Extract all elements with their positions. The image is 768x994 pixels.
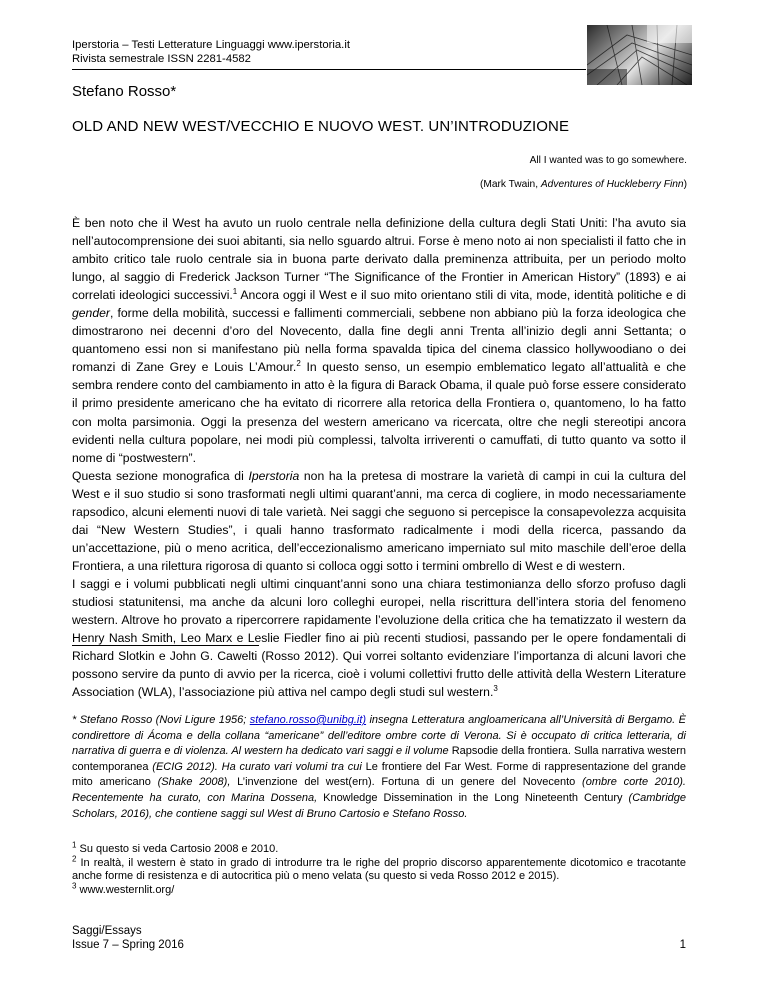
westernlit-link[interactable]: www.westernlit.org/ — [79, 883, 175, 896]
journal-name: Iperstoria – Testi Letterature Linguaggi www.iperstoria.it — [72, 39, 350, 51]
footnotes — [72, 840, 686, 897]
paragraph-2: Questa sezione monografica di Iperstoria non ha la pretesa di mostrare la varietà di campi in cui la cultura del West e il suo studio si sono trasformati negli ultimi quarant’anni, ma cerca di cogliere, in modo necessariamente rapsodico, alcuni elementi nuovi di tale varietà. Nei saggi che seguono si percepisce la consapevolezza acquisita dai “New Western Studies”, i quali hanno trasformato radicalmente i modi della ricerca, passando da un’accettazione, più o meno acritica, dell’eccezionalismo americano imperniato sul mito maschile dell’eroe della Frontiera, a una rilettura rigorosa di quanto si colloca oggi sotto i termini ombrello di West e di western. — [72, 468, 686, 573]
footnote-3: $^3$ www.westernlit.org/ — [72, 881, 175, 896]
epigraph-work: Adventures of Huckleberry Finn — [540, 179, 684, 190]
author-note: * Stefano Rosso (Novi Ligure 1956; stefano.rosso@unibg.it) insegna Letteratura angloamericana all’Università di Bergamo. È condirettore di Ácoma e della collana “americane” dell’editore ombre corte di Verona. Si è occupato di critica letteraria, di narrativa di guerra e di violenza. Al western ha dedicato vari saggi e il volume Rapsodie della frontiera. Sulla narrativa western contemporanea (ECIG 2012). Ha curato vari volumi tra cui Le frontiere del Far West. Forme di rappresentazione del grande mito americano (Shake 2008), L’invenzione del west(ern). Fortuna di un genere del Novecento (ombre corte 2010). Recentemente ha curato, con Marina Dossena, Knowledge Dissemination in the Long Nineteenth Century (Cambridge Scholars, 2016), che contiene saggi sul West di Bruno Cartosio e Stefano Rosso. — [72, 714, 686, 820]
article-body — [72, 214, 686, 701]
article-title: OLD AND NEW WEST/VECCHIO E NUOVO WEST. UN’INTRODUZIONE — [72, 118, 570, 135]
epigraph-quote: All I wanted was to go somewhere. — [529, 155, 687, 166]
footnote-ref-2[interactable]: 2 — [296, 359, 301, 369]
article-author: Stefano Rosso* — [72, 83, 177, 100]
footnote-rule — [72, 645, 259, 646]
header-logo-image — [587, 25, 692, 85]
page-number: 1 — [679, 939, 686, 951]
footnote-ref-3[interactable]: 3 — [493, 684, 498, 694]
header-rule — [72, 69, 586, 70]
running-footer — [72, 924, 686, 952]
paragraph-3: I saggi e i volumi pubblicati negli ultimi cinquant’anni sono una chiara testimonianza dello sforzo profuso dagli studiosi statunitensi, ma anche da alcuni loro colleghi europei, nella riscrittura dell’intera storia del fenomeno western. Altrove ho provato a ripercorrere rapidamente l’evoluzione della critica che ha tematizzato il western da Henry Nash Smith, Leo Marx e Leslie Fiedler fino ai più recenti studiosi, passando per le opere fondamentali di Richard Slotkin e John G. Cawelti (Rosso 2012). Qui vorrei soltanto evidenziare l’importanza di alcuni lavori che possono servire da punto di avvio per la ricerca, cioè i volumi collettivi frutto delle attività della Western Literature Association (WLA), l’associazione più attiva nel campo degli studi sul western.$^3$ — [72, 576, 686, 700]
footnote-2: $^2$ In realtà, il western è stato in grado di introdurre tra le righe del proprio discorso apparentemente dicotomico e tracotante anche forme di resistenza e di autocritica più o meno velata (su questo si veda Rosso 2012 e 2015). — [72, 853, 686, 883]
footnote-ref-1[interactable]: 1 — [232, 287, 238, 297]
paragraph-1: È ben noto che il West ha avuto un ruolo centrale nella definizione della cultura degli Stati Uniti: l’ha avuto sia nell’autocomprensione dei suoi abitanti, sia nello sguardo altrui. Forse è meno noto ai non specialisti il fatto che in ambito critico tale ruolo centrale sia in buona parte derivato dalla preminenza attribuita, per un periodo molto lungo, al saggio di Frederick Jackson Turner “The Significance of the Frontier in American History” (1893) e ai correlati ideologici successivi.$^1$ Ancora oggi il West e il suo mito orientano stili di vita, mode, identità politiche e di gender, forme della mobilità, successi e fallimenti commerciali, sebbene non abbiano più la forza ideologica che dimostrarono nei decenni d’oro del Novecento, dalla fine degli anni Trenta all’inizio degli anni Settanta; o quantomeno essi non si manifestano più nella forma spavalda tipica del cinema classico hollywoodiano o dei romanzi di Zane Grey e Louis L’Amour.$^2$ In questo senso, un esempio emblematico legato all’attualità e che sembra rendere conto del cambiamento in atto è la figura di Barack Obama, il quale può forse essere considerato il primo presidente americano che ha evitato di ricorrere alla retorica della Frontiera o, quantomeno, lo ha fatto con molta parsimonia. Oggi la presenza del western americano va ricercata, oltre che negli stereotipi ancora evidenti nella cultura popolare, nei modi più complessi, talvolta irriverenti o camuffati, di tutto quanto va sotto il nome di “postwestern”. — [72, 216, 686, 465]
footnote-1: $^1$ Su questo si veda Cartosio 2008 e 2010. — [72, 840, 279, 855]
journal-issn: Rivista semestrale ISSN 2281-4582 — [72, 53, 251, 65]
footer-issue: Issue 7 – Spring 2016 — [72, 939, 184, 951]
epigraph-source: (Mark Twain, Adventures of Huckleberry Finn) — [479, 179, 687, 190]
author-email-link[interactable]: stefano.rosso@unibg.it) — [249, 714, 367, 726]
footer-section: Saggi/Essays — [72, 925, 142, 937]
